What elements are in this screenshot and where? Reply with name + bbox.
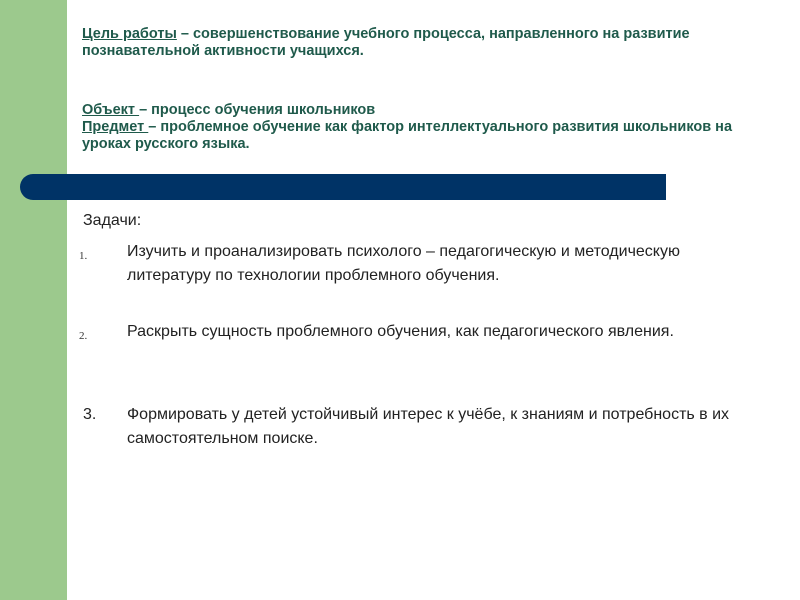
- object-text: – процесс обучения школьников: [139, 102, 376, 118]
- decorative-band: [20, 174, 666, 200]
- subject-text: – проблемное обучение как фактор интеллектуального развития школьников на уроках русского языка.: [82, 119, 733, 152]
- task-text: Изучить и проанализировать психолого – педагогическую и методическую литературу по технологии проблемного обучения.: [127, 243, 680, 284]
- task-text: Раскрыть сущность проблемного обучения, как педагогического явления.: [127, 323, 674, 340]
- goal-label: Цель работы: [82, 26, 177, 42]
- object-label: Объект: [82, 102, 140, 118]
- subject-label: Предмет: [82, 119, 149, 135]
- object-subject-block: [82, 102, 752, 153]
- task-number: 3.: [83, 406, 97, 423]
- goal-paragraph: [82, 26, 752, 60]
- task-text: Формировать у детей устойчивый интерес к учёбе, к знаниям и потребность в их самостоятельном поиске.: [127, 406, 730, 447]
- task-number: 1.: [79, 250, 88, 262]
- task-number: 2.: [79, 330, 88, 342]
- object-line: [82, 102, 752, 119]
- decorative-sidebar: [0, 0, 67, 600]
- goal-text: – совершенствование учебного процесса, направленного на развитие познавательной активности учащихся.: [82, 26, 690, 59]
- subject-line: [82, 119, 752, 153]
- tasks-title: Задачи:: [83, 212, 142, 229]
